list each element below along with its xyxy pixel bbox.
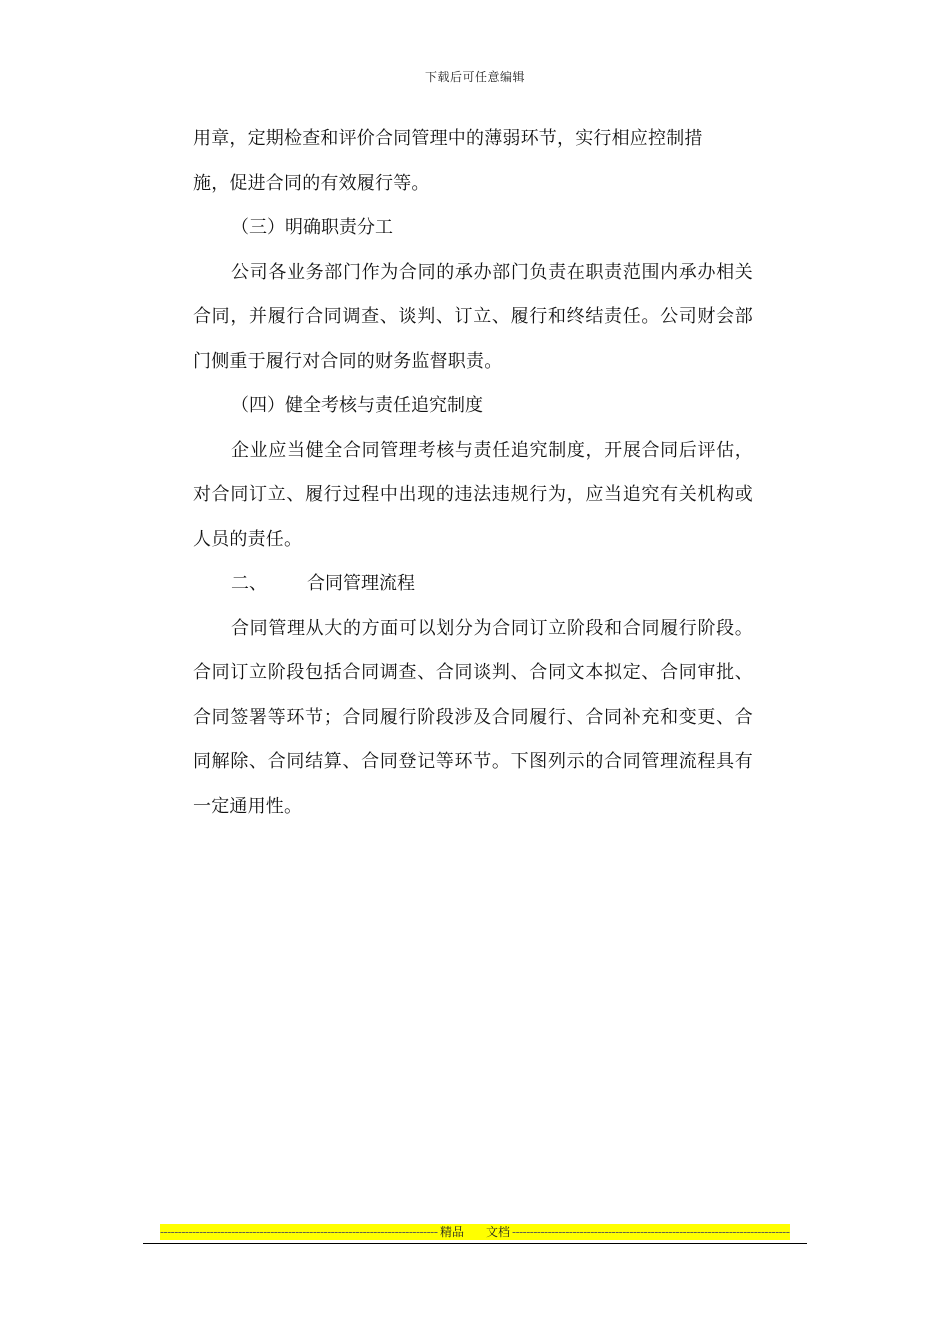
footer-dash-right (512, 1224, 790, 1240)
footer-label-left: 精品 (439, 1225, 464, 1239)
footer-banner (160, 1224, 790, 1240)
paragraph-continuation (193, 117, 753, 206)
subheading-responsibilities: （三）明确职责分工 (231, 217, 393, 238)
footer-label-right: 文档 (486, 1225, 511, 1239)
paragraph-line: 用章，定期检查和评价合同管理中的薄弱环节，实行相应控制措 (193, 128, 703, 149)
paragraph-process: 合同管理从大的方面可以划分为合同订立阶段和合同履行阶段。合同订立阶段包括合同调查、合同谈判、合同文本拟定、合同审批、合同签署等环节；合同履行阶段涉及合同履行、合同补充和变更、合同解除、合同结算、合同登记等环节。下图列示的合同管理流程具有一定通用性。 (193, 617, 753, 817)
section-title: 合同管理流程 (307, 573, 415, 594)
section-heading-process (193, 562, 753, 607)
footer-dash-left (160, 1224, 438, 1240)
page-header-note: 下载后可任意编辑 (424, 70, 525, 84)
subheading-accountability: （四）健全考核与责任追究制度 (231, 395, 483, 416)
paragraph-accountability: 企业应当健全合同管理考核与责任追究制度，开展合同后评估，对合同订立、履行过程中出现的违法违规行为，应当追究有关机构或人员的责任。 (193, 439, 753, 550)
document-body (193, 117, 753, 829)
paragraph-line: 施，促进合同的有效履行等。 (193, 172, 430, 194)
section-number: 二、 (231, 573, 267, 594)
paragraph-responsibilities: 公司各业务部门作为合同的承办部门负责在职责范围内承办相关合同，并履行合同调查、谈判、订立、履行和终结责任。公司财会部门侧重于履行对合同的财务监督职责。 (193, 261, 753, 372)
footer-label (438, 1224, 512, 1240)
footer-rule (143, 1243, 807, 1244)
